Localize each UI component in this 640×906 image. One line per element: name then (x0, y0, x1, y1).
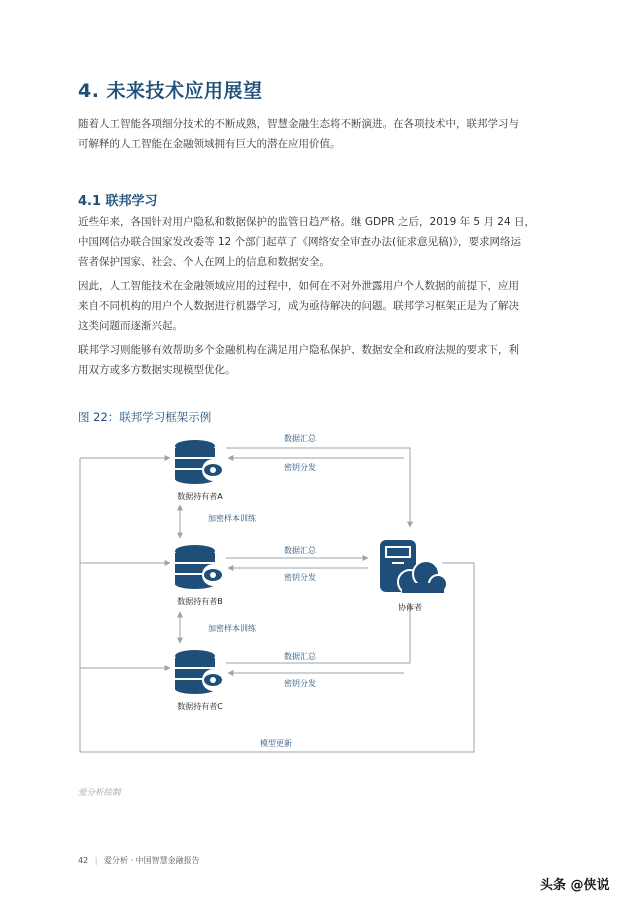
page-number: 42 (78, 856, 89, 865)
key-label-a: 密钥分发 (284, 463, 316, 472)
coordinator-label: 协作者 (398, 603, 422, 612)
aggregate-label-c: 数据汇总 (284, 652, 316, 661)
figure-source: 爱分析绘制 (78, 788, 121, 798)
database-icon-b (175, 545, 224, 589)
aggregate-label-a: 数据汇总 (284, 434, 316, 443)
report-name: 爱分析 · 中国智慧金融报告 (103, 856, 200, 865)
holder-b-label: 数据持有者B (177, 597, 223, 606)
model-update-label: 模型更新 (260, 739, 292, 748)
holder-a-label: 数据持有者A (177, 492, 223, 501)
figure-title: 图 22：联邦学习框架示例 (78, 410, 212, 424)
paragraph-2: 因此，人工智能技术在金融领域应用的过程中，如何在不对外泄露用户个人数据的前提下，应用 来自不同机构的用户个人数据进行机器学习，成为亟待解决的问题。联邦学习框架正是为了解决 这类问题而逐渐兴起。 (78, 280, 519, 332)
train-label-bc: 加密样本训练 (208, 624, 256, 633)
intro-paragraph: 随着人工智能各项细分技术的不断成熟，智慧金融生态将不断演进。在各项技术中，联邦学习与 可解释的人工智能在金融领域拥有巨大的潜在应用价值。 (78, 118, 519, 150)
paragraph-3: 联邦学习则能够有效帮助多个金融机构在满足用户隐私保护、数据安全和政府法规的要求下，利 用双方或多方数据实现模型优化。 (78, 344, 519, 376)
train-label-ab: 加密样本训练 (208, 514, 256, 523)
holder-c-label: 数据持有者C (177, 702, 223, 711)
subsection-title: 4.1 联邦学习 (78, 194, 158, 209)
database-icon-a (175, 440, 224, 484)
aggregate-line-c (226, 604, 410, 663)
section-title: 4. 未来技术应用展望 (78, 80, 263, 102)
database-icon-c (175, 650, 224, 694)
paragraph-1: 近些年来，各国针对用户隐私和数据保护的监管日趋严格。继 GDPR 之后，2019 年 5 月 24 日， 中国网信办联合国家发改委等 12 个部门起草了《网络安全审查办法(征求意见稿)》，要求网络运 营者保护国家、社会、个人在网上的信息和数据安全。 (78, 216, 535, 268)
page-footer: 42 | 爱分析 · 中国智慧金融报告 (78, 856, 200, 865)
key-label-c: 密钥分发 (284, 679, 316, 688)
coordinator-icon (380, 540, 447, 594)
watermark: 头条 @侠说 (540, 878, 610, 893)
key-label-b: 密钥分发 (284, 573, 316, 582)
aggregate-label-b: 数据汇总 (284, 546, 316, 555)
